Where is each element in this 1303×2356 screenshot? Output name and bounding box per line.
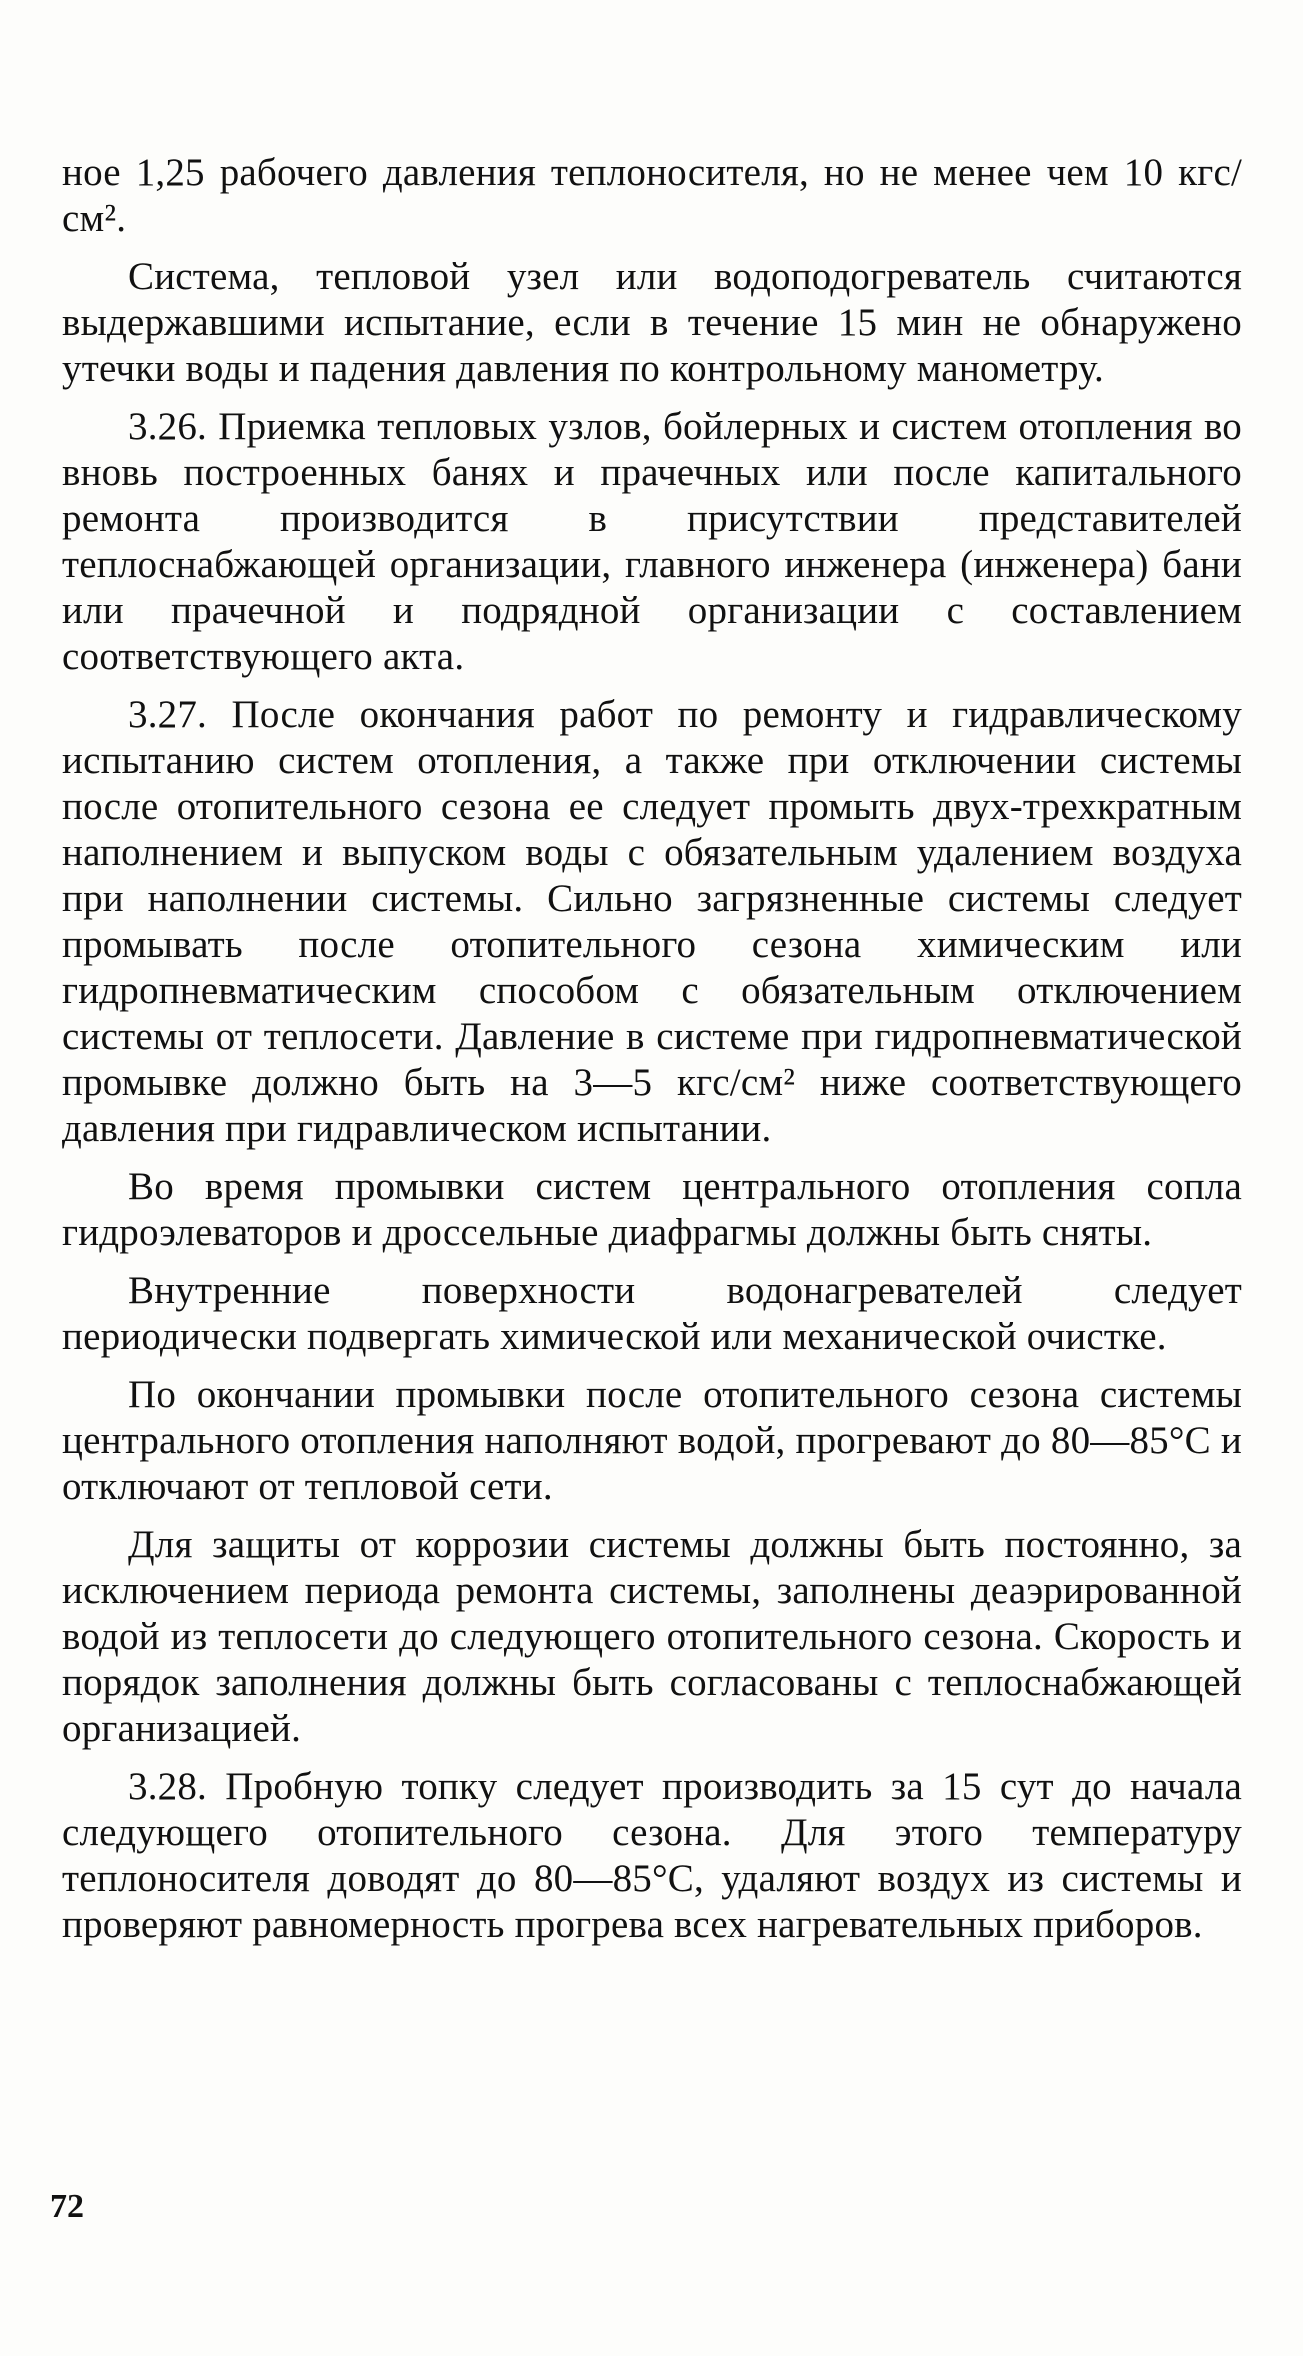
paragraph-3-28: 3.28. Пробную топку следует производить за 15 сут до начала следующего отопительного сезона. Для этого температуру теплоносителя доводят до 80—85°С, удаляют воздух из системы и проверяют равномерность прогрева всех нагревательных приборов. [62,1765,1242,1946]
page-number: 72 [50,2188,84,2225]
paragraph-after-flushing: По окончании промывки после отопительного сезона системы центрального отопления наполняют водой, прогревают до 80—85°С и отключают от тепловой сети. [62,1373,1242,1508]
paragraph-test-criteria: Система, тепловой узел или водоподогреватель считаются выдержавшими испытание, если в течение 15 мин не обнаружено утечки воды и падения давления по контрольному манометру. [62,255,1242,390]
paragraph-flushing-nozzles: Во время промывки систем центрального отопления сопла гидроэлеваторов и дроссельные диафрагмы должны быть сняты. [62,1165,1242,1254]
body-text [62,150,1242,1960]
paragraph-3-27: 3.27. После окончания работ по ремонту и гидравлическому испытанию систем отопления, а также при отключении системы после отопительного сезона ее следует промыть двух-трехкратным наполнением и выпуском воды с обязательным удалением воздуха при наполнении системы. Сильно загрязненные системы следует промывать после отопительного сезона химическим или гидропневматическим способом с обязательным отключением системы от теплосети. Давление в системе при гидропневматической промывке должно быть на 3—5 кгс/см² ниже соответствующего давления при гидравлическом испытании. [62,693,1242,1150]
paragraph-continuation: ное 1,25 рабочего давления теплоносителя, но не менее чем 10 кгс/см². [62,151,1242,240]
paragraph-3-26: 3.26. Приемка тепловых узлов, бойлерных и систем отопления во вновь построенных банях и прачечных или после капитального ремонта производится в присутствии представителей теплоснабжающей организации, главного инженера (инженера) бани или прачечной и подрядной организации с составлением соответствующего акта. [62,405,1242,678]
paragraph-corrosion-protection: Для защиты от коррозии системы должны быть постоянно, за исключением периода ремонта системы, заполнены деаэрированной водой из теплосети до следующего отопительного сезона. Скорость и порядок заполнения должны быть согласованы с теплоснабжающей организацией. [62,1523,1242,1750]
paragraph-heater-cleaning: Внутренние поверхности водонагревателей следует периодически подвергать химической или механической очистке. [62,1269,1242,1358]
